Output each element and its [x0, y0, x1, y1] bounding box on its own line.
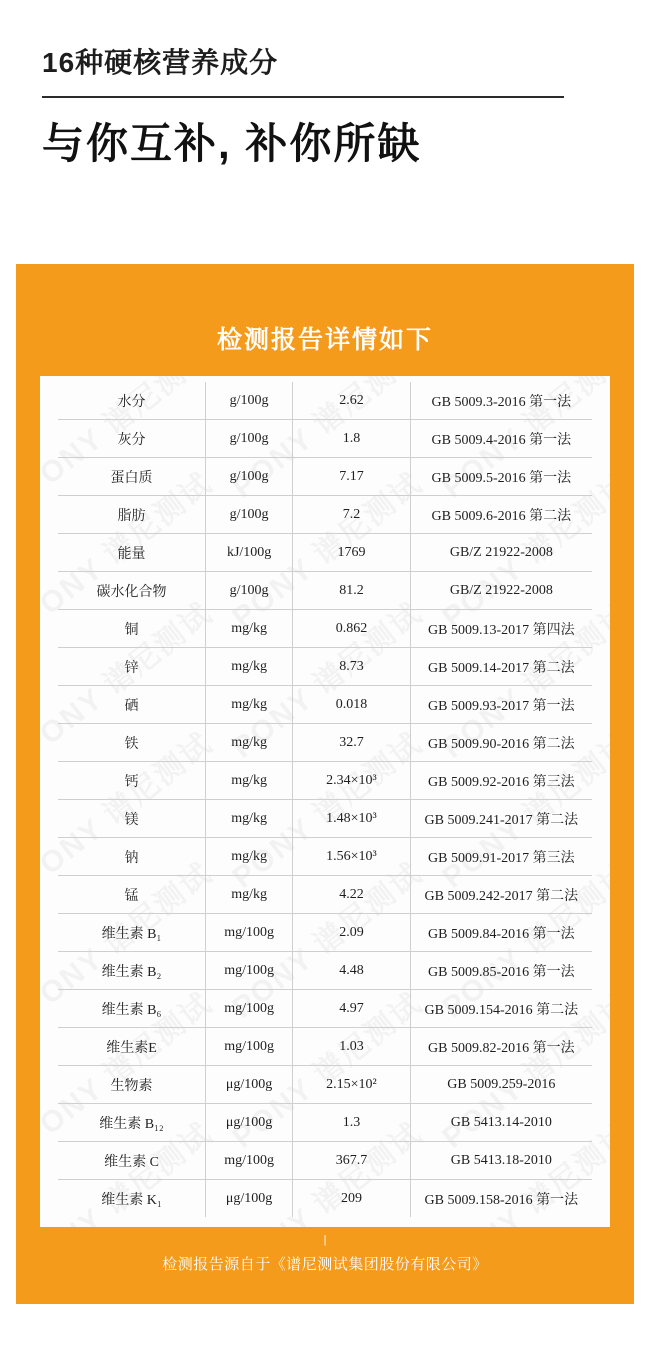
header-divider [42, 96, 564, 98]
table-row [58, 1142, 592, 1180]
page-title: 与你互补, 补你所缺 [42, 120, 422, 167]
cell-name: 碳水化合物 [58, 572, 206, 610]
cell-standard: GB 5009.158-2016 第一法 [424, 1192, 579, 1208]
cell-standard: GB 5009.93-2017 第一法 [410, 686, 592, 724]
cell-name: 维生素 K₁ [58, 1180, 206, 1218]
cell-unit: mg/kg [206, 648, 293, 686]
cell-name: 铜 [58, 610, 206, 648]
cell-name: 硒 [58, 686, 206, 724]
cell-value: 8.73 [293, 648, 411, 686]
cell-value: 32.7 [293, 724, 411, 762]
cell-standard: GB 5009.84-2016 第一法 [410, 914, 592, 952]
table-row [58, 458, 592, 496]
cell-unit: kJ/100g [206, 534, 293, 572]
cell-name: 水分 [58, 382, 206, 420]
table-row [58, 382, 592, 420]
cell-value: 0.018 [293, 686, 411, 724]
cell-unit: mg/100g [206, 1142, 293, 1180]
table-row [58, 420, 592, 458]
cell-standard: GB 5009.6-2016 第二法 [410, 496, 592, 534]
cell-name: 维生素 C [58, 1142, 206, 1180]
cell-unit: μg/100g [206, 1104, 293, 1142]
cell-unit: mg/kg [206, 762, 293, 800]
table-row [58, 800, 592, 838]
cell-value: 209 [293, 1180, 411, 1218]
cell-name: 镁 [58, 800, 206, 838]
cell-unit: g/100g [206, 382, 293, 420]
cell-value: 7.2 [293, 496, 411, 534]
cell-unit: mg/kg [206, 724, 293, 762]
cell-unit: mg/kg [206, 686, 293, 724]
cell-standard: GB 5009.90-2016 第二法 [410, 724, 592, 762]
nutrition-table-body [58, 382, 592, 1217]
cell-standard: GB 5009.13-2017 第四法 [410, 610, 592, 648]
cell-unit: mg/100g [206, 1028, 293, 1066]
cell-standard: GB 5009.14-2017 第二法 [410, 648, 592, 686]
cell-value: 2.34×10³ [293, 762, 411, 800]
table-row [58, 1066, 592, 1104]
cell-standard: GB/Z 21922-2008 [410, 572, 592, 610]
cell-value: 1769 [293, 534, 411, 572]
report-panel [16, 264, 634, 1304]
cell-standard: GB 5009.91-2017 第三法 [410, 838, 592, 876]
table-row [58, 534, 592, 572]
cell-standard: GB 5413.18-2010 [410, 1142, 592, 1180]
report-source-note: 检测报告源自于《谱尼测试集团股份有限公司》 [162, 1256, 488, 1273]
cell-value: 4.97 [293, 990, 411, 1028]
cell-standard: GB 5009.242-2017 第二法 [410, 876, 592, 914]
cell-name: 维生素 B₁ [58, 914, 206, 952]
nutrition-table-card [40, 376, 610, 1227]
cell-unit: μg/100g [206, 1180, 293, 1218]
table-row [58, 496, 592, 534]
table-row [58, 1180, 592, 1218]
cell-unit: μg/100g [206, 1066, 293, 1104]
cell-value: 2.09 [293, 914, 411, 952]
cell-unit: mg/100g [206, 952, 293, 990]
cell-standard: GB 5009.3-2016 第一法 [410, 382, 592, 420]
table-row [58, 1104, 592, 1142]
cell-standard: GB 5009.5-2016 第一法 [410, 458, 592, 496]
table-row [58, 724, 592, 762]
table-row [58, 648, 592, 686]
cell-standard: GB 5009.92-2016 第三法 [410, 762, 592, 800]
cell-name: 脂肪 [58, 496, 206, 534]
cell-name: 生物素 [58, 1066, 206, 1104]
table-row [58, 990, 592, 1028]
table-row [58, 838, 592, 876]
table-row [58, 610, 592, 648]
cell-standard: GB 5009.85-2016 第一法 [410, 952, 592, 990]
table-row [58, 914, 592, 952]
cell-name: 蛋白质 [58, 458, 206, 496]
cell-value: 367.7 [293, 1142, 411, 1180]
cell-value: 1.56×10³ [293, 838, 411, 876]
cell-name: 维生素 B₁₂ [58, 1104, 206, 1142]
cell-name: 维生素 B₆ [58, 990, 206, 1028]
table-row [58, 952, 592, 990]
table-row [58, 572, 592, 610]
cell-standard: GB 5009.82-2016 第一法 [410, 1028, 592, 1066]
cell-standard: GB 5009.154-2016 第二法 [410, 990, 592, 1028]
cell-standard: GB 5009.4-2016 第一法 [410, 420, 592, 458]
cell-value: 1.03 [293, 1028, 411, 1066]
cell-value: 7.17 [293, 458, 411, 496]
report-panel-title: 检测报告详情如下 [216, 326, 433, 354]
cell-standard: GB 5009.259-2016 [410, 1066, 592, 1104]
cell-unit: mg/kg [206, 838, 293, 876]
cell-unit: g/100g [206, 572, 293, 610]
cell-unit: g/100g [206, 420, 293, 458]
page-header [0, 0, 650, 170]
cell-value: 4.48 [293, 952, 411, 990]
cell-value: 1.3 [293, 1104, 411, 1142]
table-row [58, 762, 592, 800]
table-row [58, 686, 592, 724]
cell-value: 2.62 [293, 382, 411, 420]
cell-name: 钙 [58, 762, 206, 800]
cell-value: 4.22 [293, 876, 411, 914]
cell-value: 1.8 [293, 420, 411, 458]
cell-unit: mg/kg [206, 876, 293, 914]
nutrition-table [58, 382, 592, 1217]
cell-unit: mg/kg [206, 610, 293, 648]
cell-name: 维生素E [58, 1028, 206, 1066]
cell-value: 2.15×10² [293, 1066, 411, 1104]
footnote-tick: | [323, 1234, 327, 1246]
table-row [58, 1028, 592, 1066]
cell-value: 1.48×10³ [293, 800, 411, 838]
cell-unit: mg/100g [206, 990, 293, 1028]
table-row [58, 876, 592, 914]
cell-standard: GB/Z 21922-2008 [410, 534, 592, 572]
cell-unit: g/100g [206, 496, 293, 534]
cell-unit: mg/100g [206, 914, 293, 952]
cell-name: 灰分 [58, 420, 206, 458]
cell-name: 能量 [58, 534, 206, 572]
cell-unit: mg/kg [206, 800, 293, 838]
cell-value: 81.2 [293, 572, 411, 610]
cell-name: 锰 [58, 876, 206, 914]
cell-name: 钠 [58, 838, 206, 876]
cell-standard: GB 5413.14-2010 [410, 1104, 592, 1142]
cell-standard: GB 5009.241-2017 第二法 [410, 800, 592, 838]
cell-unit: g/100g [206, 458, 293, 496]
cell-name: 铁 [58, 724, 206, 762]
cell-name: 锌 [58, 648, 206, 686]
cell-value: 0.862 [293, 610, 411, 648]
cell-name: 维生素 B₂ [58, 952, 206, 990]
header-subtitle: 16种硬核营养成分 [42, 47, 279, 78]
